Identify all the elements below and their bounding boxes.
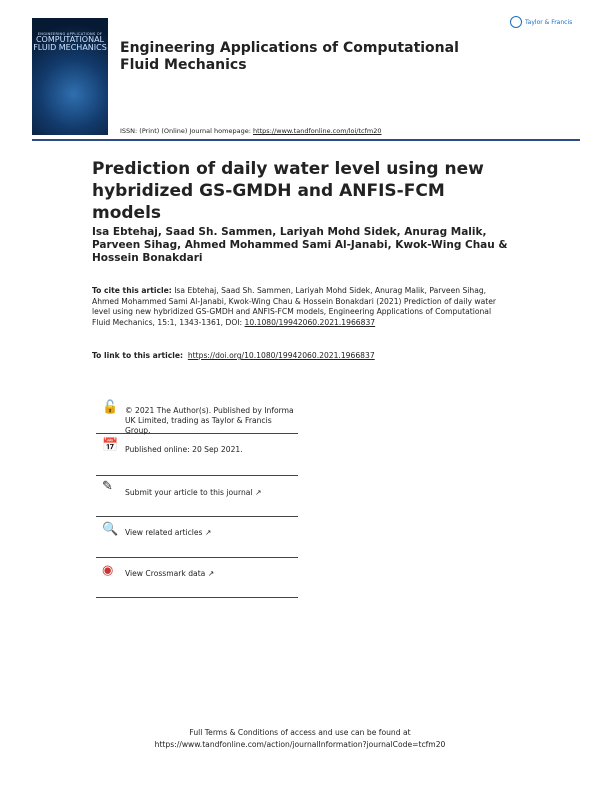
article-title: Prediction of daily water level using new hybridized GS-GMDH and ANFIS-FCM models — [92, 159, 484, 223]
external-link-icon: ↗ — [254, 488, 262, 497]
publisher-logo — [510, 16, 572, 28]
related-text: View related articles — [125, 528, 203, 537]
calendar-icon: 📅 — [102, 438, 119, 453]
cite-label: To cite this article: — [92, 286, 172, 295]
submit-article-link[interactable] — [96, 475, 298, 517]
submit-label — [125, 488, 261, 498]
taylor-francis-logo-icon — [510, 16, 522, 28]
footer — [0, 727, 600, 751]
article-authors: Isa Ebtehaj, Saad Sh. Sammen, Lariyah Mohd Sidek, Anurag Malik, Parveen Sihag, Ahmed Mohammed Sami Al-Janabi, Kwok-Wing Chau & Hossein Bonakdari — [92, 226, 508, 264]
header-divider — [32, 139, 580, 141]
cover-title: COMPUTATIONAL FLUID MECHANICS — [33, 35, 107, 52]
journal-cover-image — [32, 18, 108, 135]
open-access-info — [96, 400, 298, 434]
footer-line1: Full Terms & Conditions of access and use can be found at — [189, 728, 411, 737]
external-link-icon: ↗ — [207, 569, 215, 578]
related-articles-link[interactable] — [96, 516, 298, 558]
related-label — [125, 528, 211, 538]
published-date: Published online: 20 Sep 2021. — [125, 445, 243, 454]
journal-title: Engineering Applications of Computational Fluid Mechanics — [120, 40, 459, 73]
copyright-text: © 2021 The Author(s). Published by Informa UK Limited, trading as Taylor & Francis Group. — [125, 406, 294, 435]
crossmark-label — [125, 569, 214, 579]
link-label: To link to this article: — [92, 351, 184, 360]
external-link-icon: ↗ — [204, 528, 212, 537]
article-link — [92, 351, 375, 360]
cite-text: Isa Ebtehaj, Saad Sh. Sammen, Lariyah Mohd Sidek, Anurag Malik, Parveen Sihag, Ahmed Mohammed Sami Al-Janabi, Kwok-Wing Chau & Hossein Bonakdari (2021) Prediction of daily water level using new hybridized GS-GMDH and ANFIS-FCM models, Engineering Applications of Computational Fluid Mechanics, 15:1, 1343-1361, DOI: — [92, 286, 497, 327]
edit-icon: ✎ — [102, 479, 113, 494]
journal-homepage-link[interactable]: https://www.tandfonline.com/loi/tcfm20 — [252, 127, 382, 135]
issn-label: ISSN: (Print) (Online) Journal homepage: — [120, 127, 251, 135]
related-articles-icon: 🔍 — [102, 522, 119, 537]
cite-doi-link[interactable]: 10.1080/19942060.2021.1966837 — [244, 317, 376, 327]
citation — [92, 286, 502, 328]
crossmark-icon: ◉ — [102, 563, 114, 578]
cover-text: ENGINEERING APPLICATIONS OF — [37, 32, 103, 36]
crossmark-link[interactable] — [96, 557, 298, 598]
issn-line — [120, 127, 382, 135]
publisher-name: Taylor & Francis — [525, 18, 573, 26]
submit-text: Submit your article to this journal — [125, 488, 253, 497]
article-doi-link[interactable]: https://doi.org/10.1080/19942060.2021.1966837 — [187, 351, 375, 360]
published-info — [96, 433, 298, 476]
crossmark-text: View Crossmark data — [125, 569, 206, 578]
footer-link[interactable]: https://www.tandfonline.com/action/journalInformation?journalCode=tcfm20 — [154, 740, 446, 749]
open-access-icon: 🔓 — [102, 400, 119, 415]
